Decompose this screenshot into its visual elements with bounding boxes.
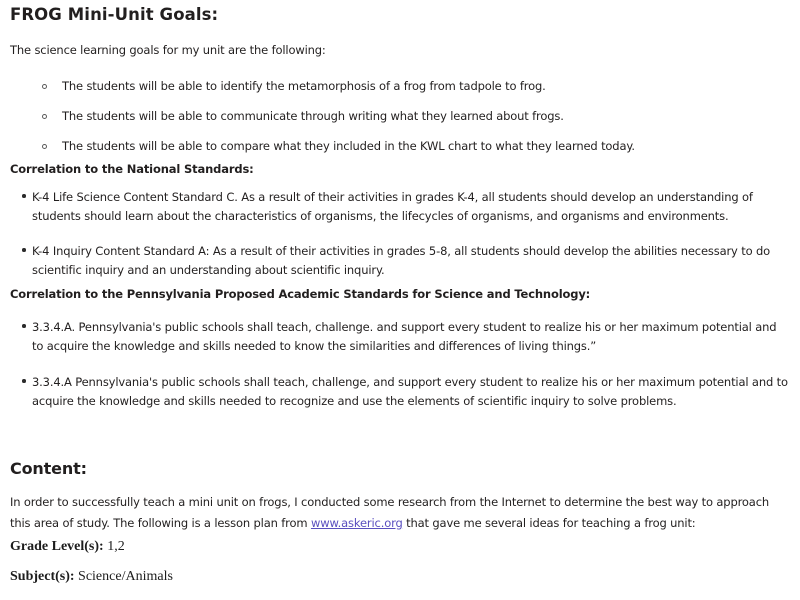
standard-text: 3.3.4.A. Pennsylvania's public schools shall teach, challenge. and support every student to realize his or her maximum potential and to acquire the knowledge and skills needed to know the similarities and differences of living things.” bbox=[32, 320, 777, 353]
goals-list bbox=[0, 78, 800, 168]
national-standards-list bbox=[0, 188, 800, 292]
list-item bbox=[0, 188, 800, 226]
hollow-circle-bullet-icon bbox=[42, 114, 47, 119]
list-item bbox=[0, 78, 800, 108]
list-item bbox=[0, 108, 800, 138]
page-title: FROG Mini-Unit Goals: bbox=[10, 5, 219, 24]
disc-bullet-icon bbox=[22, 324, 26, 328]
askeric-link[interactable]: www.askeric.org bbox=[310, 516, 403, 530]
disc-bullet-icon bbox=[22, 379, 26, 383]
standard-text: K-4 Life Science Content Standard C. As a result of their activities in grades K-4, all students should develop an understanding of students should learn about the characteristics of organisms, the lifecycles of organisms, and organisms and environments. bbox=[32, 190, 753, 223]
hollow-circle-bullet-icon bbox=[42, 84, 47, 89]
national-standards-heading: Correlation to the National Standards: bbox=[10, 162, 254, 176]
list-item bbox=[0, 242, 800, 280]
subjects-line bbox=[10, 568, 173, 586]
content-heading: Content: bbox=[10, 459, 87, 478]
goal-text: The students will be able to communicate through writing what they learned about frogs. bbox=[62, 109, 564, 123]
pennsylvania-standards-heading: Correlation to the Pennsylvania Proposed Academic Standards for Science and Technology: bbox=[10, 287, 591, 301]
disc-bullet-icon bbox=[22, 194, 26, 198]
disc-bullet-icon bbox=[22, 248, 26, 252]
grade-levels-label: Grade Level(s): bbox=[10, 539, 104, 554]
grade-levels-line bbox=[10, 538, 125, 556]
content-paragraph-part-2: that gave me several ideas for teaching a frog unit: bbox=[402, 516, 696, 530]
list-item bbox=[0, 373, 800, 411]
standard-text: 3.3.4.A Pennsylvania's public schools shall teach, challenge, and support every student to realize his or her maximum potential and to acquire the knowledge and skills needed to recognize and use the elements of scientific inquiry to solve problems. bbox=[32, 375, 788, 408]
pennsylvania-standards-list bbox=[0, 318, 800, 423]
hollow-circle-bullet-icon bbox=[42, 144, 47, 149]
standard-text: K-4 Inquiry Content Standard A: As a result of their activities in grades 5-8, all students should develop the abilities necessary to do scientific inquiry and an understanding about scientific inquiry. bbox=[32, 244, 770, 277]
content-paragraph bbox=[10, 492, 785, 534]
subjects-value: Science/Animals bbox=[74, 569, 173, 584]
grade-levels-value: 1,2 bbox=[103, 539, 125, 554]
content-paragraph-part-1: In order to successfully teach a mini unit on frogs, I conducted some research from the Internet to determine the best way to approach this area of study. The following is a lesson plan from bbox=[10, 495, 770, 530]
list-item bbox=[0, 318, 800, 356]
goal-text: The students will be able to compare what they included in the KWL chart to what they learned today. bbox=[62, 139, 635, 153]
goal-text: The students will be able to identify the metamorphosis of a frog from tadpole to frog. bbox=[62, 79, 546, 93]
goals-lead-in: The science learning goals for my unit are the following: bbox=[10, 43, 326, 57]
subjects-label: Subject(s): bbox=[10, 569, 75, 584]
